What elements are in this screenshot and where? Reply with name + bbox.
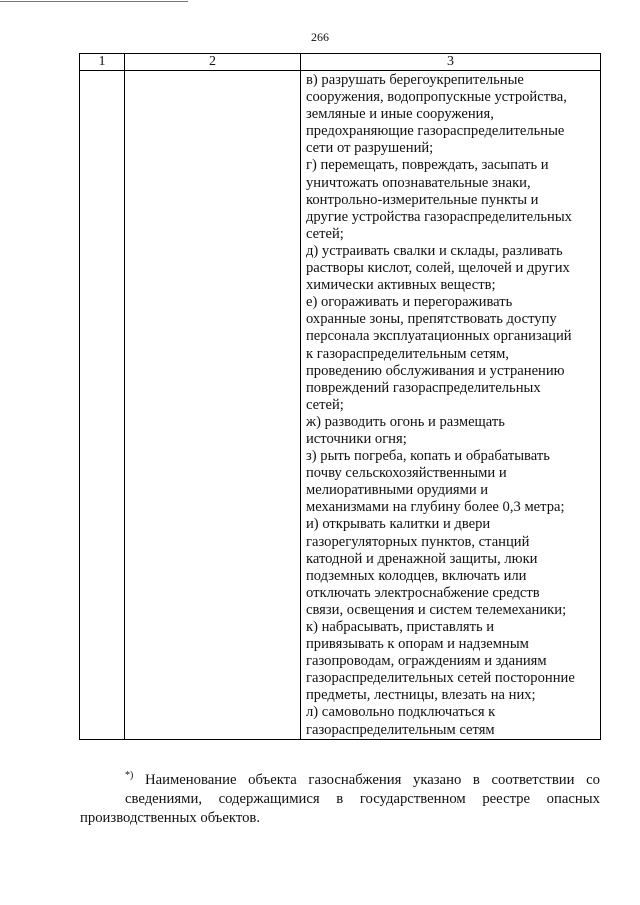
- prohibition-line: г) перемещать, повреждать, засыпать и: [306, 157, 549, 174]
- prohibition-line: сетей;: [306, 396, 344, 413]
- prohibition-line: л) самовольно подключаться к: [306, 704, 496, 721]
- page-number: 266: [311, 30, 329, 44]
- prohibition-line: связи, освещения и систем телемеханики;: [306, 601, 567, 618]
- prohibition-line: в) разрушать берегоукрепительные: [306, 72, 524, 88]
- prohibition-line: д) устраивать свалки и склады, разливать: [306, 242, 563, 259]
- prohibition-line: и) открывать калитки и двери: [306, 516, 491, 533]
- prohibition-line: растворы кислот, солей, щелочей и других: [306, 260, 570, 277]
- top-rule: [0, 1, 188, 2]
- prohibition-line: предохраняющие газораспределительные: [306, 123, 565, 140]
- prohibition-line: к газораспределительным сетям,: [306, 345, 510, 362]
- table-header-row: [80, 54, 601, 71]
- prohibition-line: отключать электроснабжение средств: [306, 584, 540, 601]
- table-row: [80, 71, 601, 740]
- prohibition-line: подземных колодцев, включать или: [306, 567, 527, 584]
- prohibition-line: земляные и иные сооружения,: [306, 106, 494, 123]
- prohibition-line: источники огня;: [306, 430, 407, 447]
- prohibition-line: персонала эксплуатационных организаций: [306, 328, 572, 345]
- column-header-1: 1: [80, 54, 125, 71]
- prohibition-line: з) рыть погреба, копать и обрабатывать: [306, 448, 550, 465]
- prohibition-line: сооружения, водопропускные устройства,: [306, 89, 567, 106]
- prohibition-line: газораспределительным сетям: [306, 721, 495, 738]
- prohibition-line: мелиоративными орудиями и: [306, 482, 489, 499]
- prohibition-line: ж) разводить огонь и размещать: [306, 413, 505, 430]
- column-header-2: 2: [125, 54, 301, 71]
- prohibition-line: проведению обслуживания и устранению: [306, 362, 565, 379]
- prohibition-line: привязывать к опорам и надземным: [306, 636, 529, 653]
- footnote-marker: *): [125, 770, 134, 781]
- prohibition-line: сети от разрушений;: [306, 140, 434, 157]
- prohibition-line: контрольно-измерительные пункты и: [306, 191, 539, 208]
- prohibition-line: газорегуляторных пунктов, станций: [306, 533, 530, 550]
- prohibition-line: предметы, лестницы, влезать на них;: [306, 687, 536, 704]
- prohibition-line: уничтожать опознавательные знаки,: [306, 174, 531, 191]
- prohibition-line: химически активных веществ;: [306, 277, 496, 294]
- prohibition-line: газопроводам, ограждениям и зданиям: [306, 653, 547, 670]
- prohibition-line: почву сельскохозяйственными и: [306, 465, 507, 482]
- footnote: [80, 771, 600, 828]
- footnote-line-3: производственных объектов.: [80, 810, 261, 826]
- prohibition-line: катодной и дренажной защиты, люки: [306, 550, 538, 567]
- requirements-table: [79, 53, 601, 740]
- cell-col3-prohibitions: [301, 71, 601, 740]
- cell-col1: [80, 71, 125, 740]
- footnote-line-1: [80, 771, 600, 790]
- prohibition-line: охранные зоны, препятствовать доступу: [306, 311, 557, 328]
- cell-col2: [125, 71, 301, 740]
- prohibition-line: к) набрасывать, приставлять и: [306, 619, 495, 635]
- prohibition-line: другие устройства газораспределительных: [306, 208, 572, 225]
- prohibition-line: е) огораживать и перегораживать: [306, 294, 513, 311]
- footnote-text-1: Наименование объекта газоснабжения указано в соответствии со: [145, 772, 601, 788]
- prohibition-line: сетей;: [306, 225, 344, 242]
- footnote-line-2: сведениями, содержащимися в государственном реестре опасных: [125, 791, 600, 807]
- column-header-3: 3: [301, 54, 601, 71]
- prohibition-line: повреждений газораспределительных: [306, 379, 541, 396]
- prohibition-line: механизмами на глубину более 0,3 метра;: [306, 499, 565, 516]
- prohibition-line: газораспределительных сетей посторонние: [306, 670, 575, 687]
